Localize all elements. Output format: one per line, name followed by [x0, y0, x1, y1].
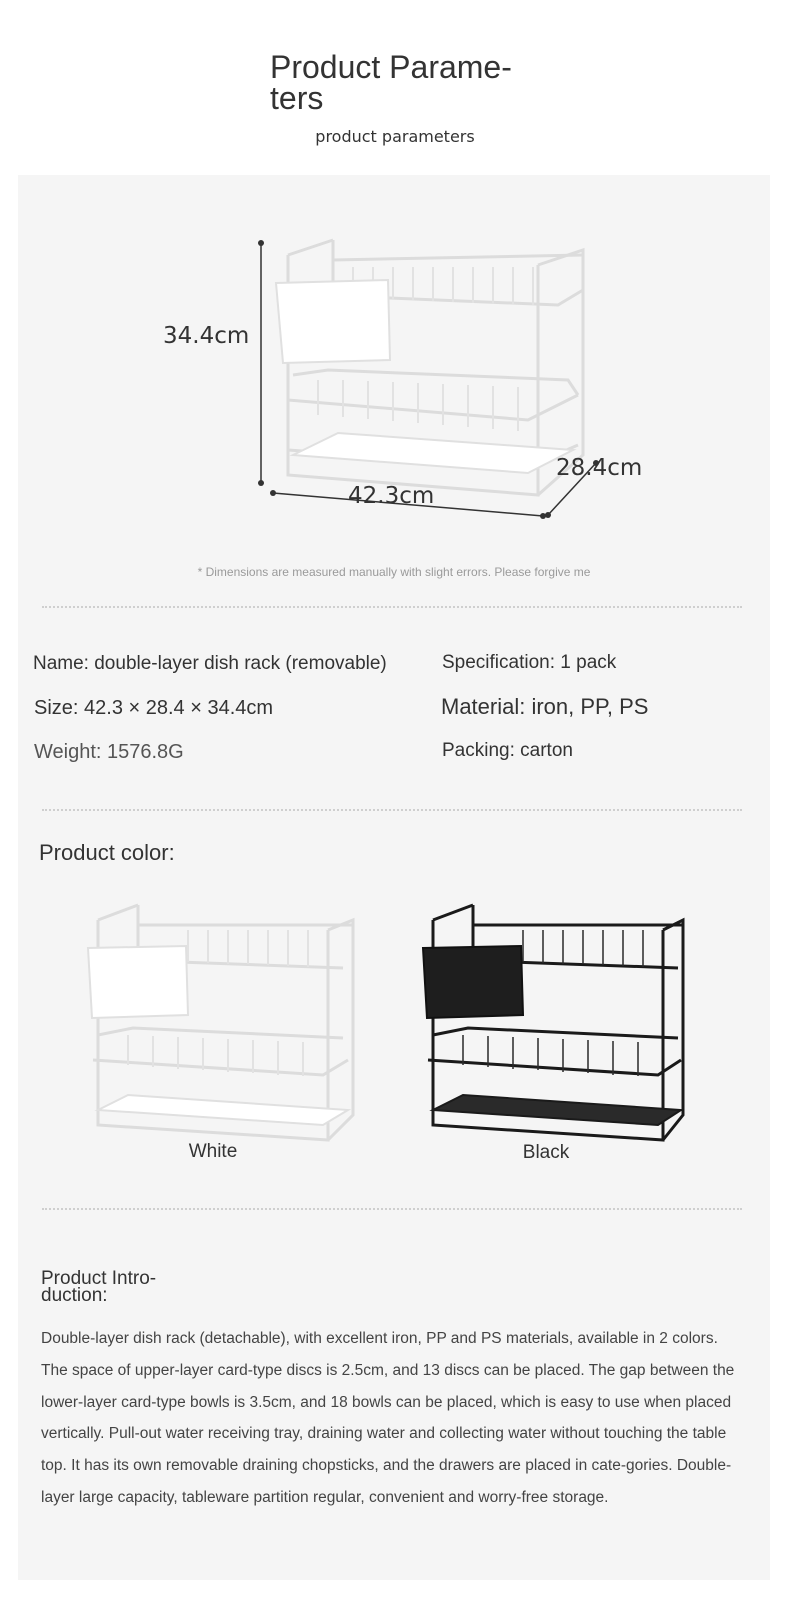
color-option-black: Black — [522, 1142, 570, 1163]
page-title: Product Parame- ters — [270, 49, 512, 116]
page-subtitle: product parameters — [315, 127, 475, 146]
spec-packing: Packing: carton — [442, 740, 573, 761]
product-color-title: Product color: — [39, 840, 175, 865]
depth-label: 28.4cm — [556, 455, 643, 481]
dimension-note: * Dimensions are measured manually with slight errors. Please forgive me — [197, 565, 591, 579]
title-block — [270, 49, 530, 116]
spec-specification: Specification: 1 pack — [442, 652, 617, 673]
content-panel — [18, 175, 770, 1580]
divider — [42, 809, 742, 811]
black-rack-image — [413, 900, 693, 1150]
spec-material: Material: iron, PP, PS — [441, 694, 649, 719]
width-label: 42.3cm — [348, 483, 435, 509]
intro-text: Double-layer dish rack (detachable), with excellent iron, PP and PS materials, available in 2 colors. The space of upper-layer card-type discs is 2.5cm, and 13 discs can be placed. The gap between the lower-layer card-type bowls is 3.5cm, and 18 bowls can be placed, which is easy to use when placed vertically. Pull-out water receiving tray, draining water and collecting water without touching the table top. It has its own removable draining chopsticks, and the drawers are placed in cate-gories. Double-layer large capacity, tableware partition regular, convenient and worry-free storage. — [41, 1330, 735, 1506]
spec-size: Size: 42.3 × 28.4 × 34.4cm — [34, 697, 274, 719]
divider — [42, 606, 742, 608]
color-option-white: White — [188, 1141, 238, 1162]
spec-name: Name: double-layer dish rack (removable) — [33, 653, 387, 674]
spec-weight: Weight: 1576.8G — [34, 741, 184, 763]
white-rack-image — [78, 900, 358, 1150]
height-label: 34.4cm — [163, 323, 250, 349]
divider — [42, 1208, 742, 1210]
dimension-figure — [158, 205, 678, 535]
intro-title: Product Intro- duction: — [41, 1268, 157, 1306]
